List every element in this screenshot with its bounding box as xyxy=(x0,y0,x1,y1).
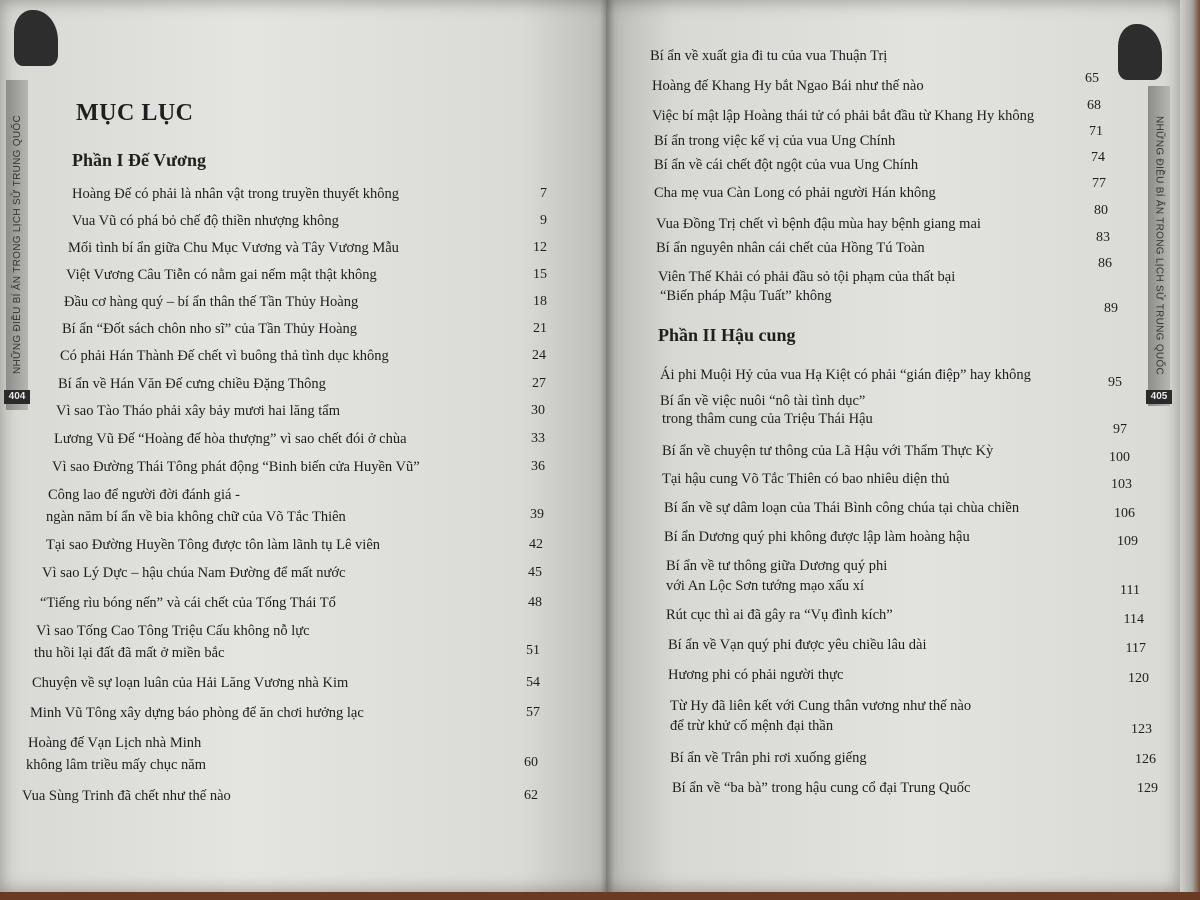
toc-entry-title: Đầu cơ hàng quý – bí ẩn thân thế Tần Thủy Hoàng xyxy=(64,294,359,310)
toc-entry-page: 126 xyxy=(1135,752,1156,767)
toc-entry-page: 74 xyxy=(1091,150,1105,165)
toc-entry-title: Việc bí mật lập Hoàng thái tử có phải bắt đầu từ Khang Hy không xyxy=(652,108,1035,124)
toc-entry-title: Minh Vũ Tông xây dựng báo phòng để ăn chơi hưởng lạc xyxy=(30,705,364,721)
running-title-left xyxy=(6,80,28,410)
toc-entry-page: 117 xyxy=(1125,641,1146,656)
toc-entry-title: Bí ẩn về chuyện tư thông của Lã Hậu với Thẩm Thực Kỳ xyxy=(662,443,994,459)
toc-entry-title: Bí ẩn nguyên nhân cái chết của Hồng Tú Toàn xyxy=(656,240,925,256)
toc-entry-title-line2: ngàn năm bí ẩn về bia không chữ của Võ Tắc Thiên xyxy=(46,509,346,525)
toc-entry-title: Công lao để người đời đánh giá - xyxy=(48,487,240,503)
toc-entry-page: 103 xyxy=(1111,477,1132,492)
toc-entry-page: 7 xyxy=(540,186,547,201)
toc-entry-page: 111 xyxy=(1120,583,1140,598)
toc-entry-title: Vì sao Lý Dực – hậu chúa Nam Đường để mất nước xyxy=(42,565,346,581)
toc-entry-title: Bí ẩn về Vạn quý phi được yêu chiều lâu dài xyxy=(668,637,927,653)
toc-entry-page: 77 xyxy=(1092,176,1106,191)
toc-entry-title: Bí ẩn về tư thông giữa Dương quý phi xyxy=(666,558,888,574)
toc-entry-page: 65 xyxy=(1085,71,1099,86)
toc-entry-title: Bí ẩn Dương quý phi không được lập làm hoàng hậu xyxy=(664,529,970,545)
toc-entry-page: 95 xyxy=(1108,375,1122,390)
page-number-right: 405 xyxy=(1146,390,1172,404)
toc-entry-page: 36 xyxy=(531,459,545,474)
toc-entry-page: 129 xyxy=(1137,781,1158,796)
toc-entry-title: Tại hậu cung Võ Tắc Thiên có bao nhiêu diện thủ xyxy=(662,471,950,487)
toc-entry-title-line2: “Biến pháp Mậu Tuất” không xyxy=(660,288,832,304)
toc-entry-title: Tại sao Đường Huyền Tông được tôn làm lãnh tụ Lê viên xyxy=(46,537,381,553)
toc-entry-title: Bí ẩn về “ba bà” trong hậu cung cổ đại Trung Quốc xyxy=(672,780,971,796)
toc-entry-page: 9 xyxy=(540,213,547,228)
toc-entry-title: Bí ẩn về xuất gia đi tu của vua Thuận Trị xyxy=(650,48,888,64)
toc-entry-title: Bí ẩn về Trân phi rơi xuống giếng xyxy=(670,750,867,766)
toc-entry-title: “Tiếng rìu bóng nến” và cái chết của Tống Thái Tổ xyxy=(40,595,336,611)
toc-entry-page: 42 xyxy=(529,537,543,552)
toc-entry-title: Bí ẩn về cái chết đột ngột của vua Ung Chính xyxy=(654,157,919,173)
toc-entry-page: 45 xyxy=(528,565,542,580)
toc-entry-page: 86 xyxy=(1098,256,1112,271)
toc-entry-title: Vua Đồng Trị chết vì bệnh đậu mùa hay bệnh giang mai xyxy=(656,216,981,232)
toc-entry-page: 97 xyxy=(1113,422,1127,437)
toc-entry-page: 62 xyxy=(524,788,538,803)
toc-entry-title: Hoàng Đế có phải là nhân vật trong truyền thuyết không xyxy=(72,186,399,202)
toc-entry-page: 21 xyxy=(533,321,547,336)
toc-entry-title: Bí ẩn về sự dâm loạn của Thái Bình công chúa tại chùa chiền xyxy=(664,500,1020,516)
toc-entry-title: Bí ẩn “Đốt sách chôn nho sĩ” của Tần Thủy Hoàng xyxy=(62,321,358,337)
toc-entry-page: 18 xyxy=(533,294,547,309)
toc-entry-title: Bí ẩn trong việc kế vị của vua Ung Chính xyxy=(654,133,896,149)
toc-entry-page: 57 xyxy=(526,705,540,720)
page-number-left: 404 xyxy=(4,390,30,404)
toc-entry-title: Vì sao Tống Cao Tông Triệu Cấu không nỗ lực xyxy=(36,623,310,639)
toc-entry-title: Vua Sùng Trinh đã chết như thế nào xyxy=(22,788,231,804)
toc-heading: MỤC LỤC xyxy=(76,100,194,126)
toc-entry-page: 68 xyxy=(1087,98,1101,113)
toc-entry-page: 27 xyxy=(532,376,546,391)
toc-entry-title: Bí ẩn về Hán Văn Đế cưng chiều Đặng Thông xyxy=(58,376,326,392)
toc-entry-page: 51 xyxy=(526,643,540,658)
running-title-text: NHỮNG ĐIỀU BÍ ẨN TRONG LỊCH SỬ TRUNG QUỐC xyxy=(11,115,23,375)
toc-entry-page: 71 xyxy=(1089,124,1103,139)
toc-entry-page: 106 xyxy=(1114,506,1135,521)
toc-entry-title: Việt Vương Câu Tiễn có nằm gai nếm mật thật không xyxy=(66,267,377,283)
toc-entry-page: 60 xyxy=(524,755,538,770)
book-gutter xyxy=(600,0,614,892)
toc-entry-page: 54 xyxy=(526,675,540,690)
running-title-text: NHỮNG ĐIỀU BÍ ẨN TRONG LỊCH SỬ TRUNG QUỐC xyxy=(1153,116,1165,376)
toc-entry-page: 15 xyxy=(533,267,547,282)
toc-entry-title-line2: để trừ khử cố mệnh đại thần xyxy=(670,718,834,734)
toc-entry-page: 48 xyxy=(528,595,542,610)
toc-entry-title: Bí ẩn về việc nuôi “nô tài tình dục” xyxy=(660,393,866,409)
toc-entry-title: Mối tình bí ẩn giữa Chu Mục Vương và Tây Vương Mẫu xyxy=(68,240,399,256)
toc-entry-title: Ái phi Muội Hỷ của vua Hạ Kiệt có phải “gián điệp” hay không xyxy=(660,367,1031,383)
toc-entry-title-line2: không lâm triều mấy chục năm xyxy=(26,757,206,773)
page-edges xyxy=(1180,0,1200,892)
toc-entry-title: Vua Vũ có phá bỏ chế độ thiền nhượng không xyxy=(72,213,339,229)
toc-entry-page: 83 xyxy=(1096,230,1110,245)
toc-entry-title-line2: thu hồi lại đất đã mất ở miền bắc xyxy=(34,645,225,661)
toc-entry-page: 39 xyxy=(530,507,544,522)
toc-entry-page: 120 xyxy=(1128,671,1149,686)
toc-entry-page: 114 xyxy=(1123,612,1144,627)
toc-entry-title: Cha mẹ vua Càn Long có phải người Hán không xyxy=(654,185,936,201)
part1-heading: Phần I Đế Vương xyxy=(72,150,206,170)
toc-entry-title: Có phải Hán Thành Đế chết vì buông thả tình dục không xyxy=(60,348,389,364)
toc-entry-page: 33 xyxy=(531,431,545,446)
toc-entry-title: Rút cục thì ai đã gây ra “Vụ đình kích” xyxy=(666,607,893,623)
toc-entry-page: 89 xyxy=(1104,301,1118,316)
toc-entry-title: Viên Thế Khải có phải đầu sỏ tội phạm của thất bại xyxy=(658,269,956,285)
toc-entry-page: 12 xyxy=(533,240,547,255)
toc-entry-title: Hoàng đế Khang Hy bắt Ngao Bái như thế nào xyxy=(652,78,924,94)
toc-entry-title: Hương phi có phải người thực xyxy=(668,667,844,683)
toc-entry-page: 24 xyxy=(532,348,546,363)
part2-heading: Phần II Hậu cung xyxy=(658,325,796,345)
toc-entry-title: Vì sao Đường Thái Tông phát động “Binh biến cửa Huyền Vũ” xyxy=(52,459,420,475)
toc-entry-page: 109 xyxy=(1117,534,1138,549)
toc-entry-page: 123 xyxy=(1131,722,1152,737)
toc-entry-title: Chuyện về sự loạn luân của Hải Lăng Vương nhà Kim xyxy=(32,675,349,691)
toc-entry-title-line2: trong thâm cung của Triệu Thái Hậu xyxy=(662,411,873,427)
toc-entry-title: Lương Vũ Đế “Hoàng đế hòa thượng” vì sao chết đói ở chùa xyxy=(54,431,407,447)
toc-entry-page: 100 xyxy=(1109,450,1130,465)
toc-entry-page: 80 xyxy=(1094,203,1108,218)
running-title-right xyxy=(1148,86,1170,406)
toc-entry-title-line2: với An Lộc Sơn tướng mạo xấu xí xyxy=(666,578,865,594)
toc-entry-page: 30 xyxy=(531,403,545,418)
toc-entry-title: Vì sao Tào Tháo phải xây bảy mươi hai lăng tẩm xyxy=(56,403,340,419)
toc-entry-title: Từ Hy đã liên kết với Cung thân vương như thế nào xyxy=(670,698,972,714)
toc-entry-title: Hoàng đế Vạn Lịch nhà Minh xyxy=(28,735,202,751)
